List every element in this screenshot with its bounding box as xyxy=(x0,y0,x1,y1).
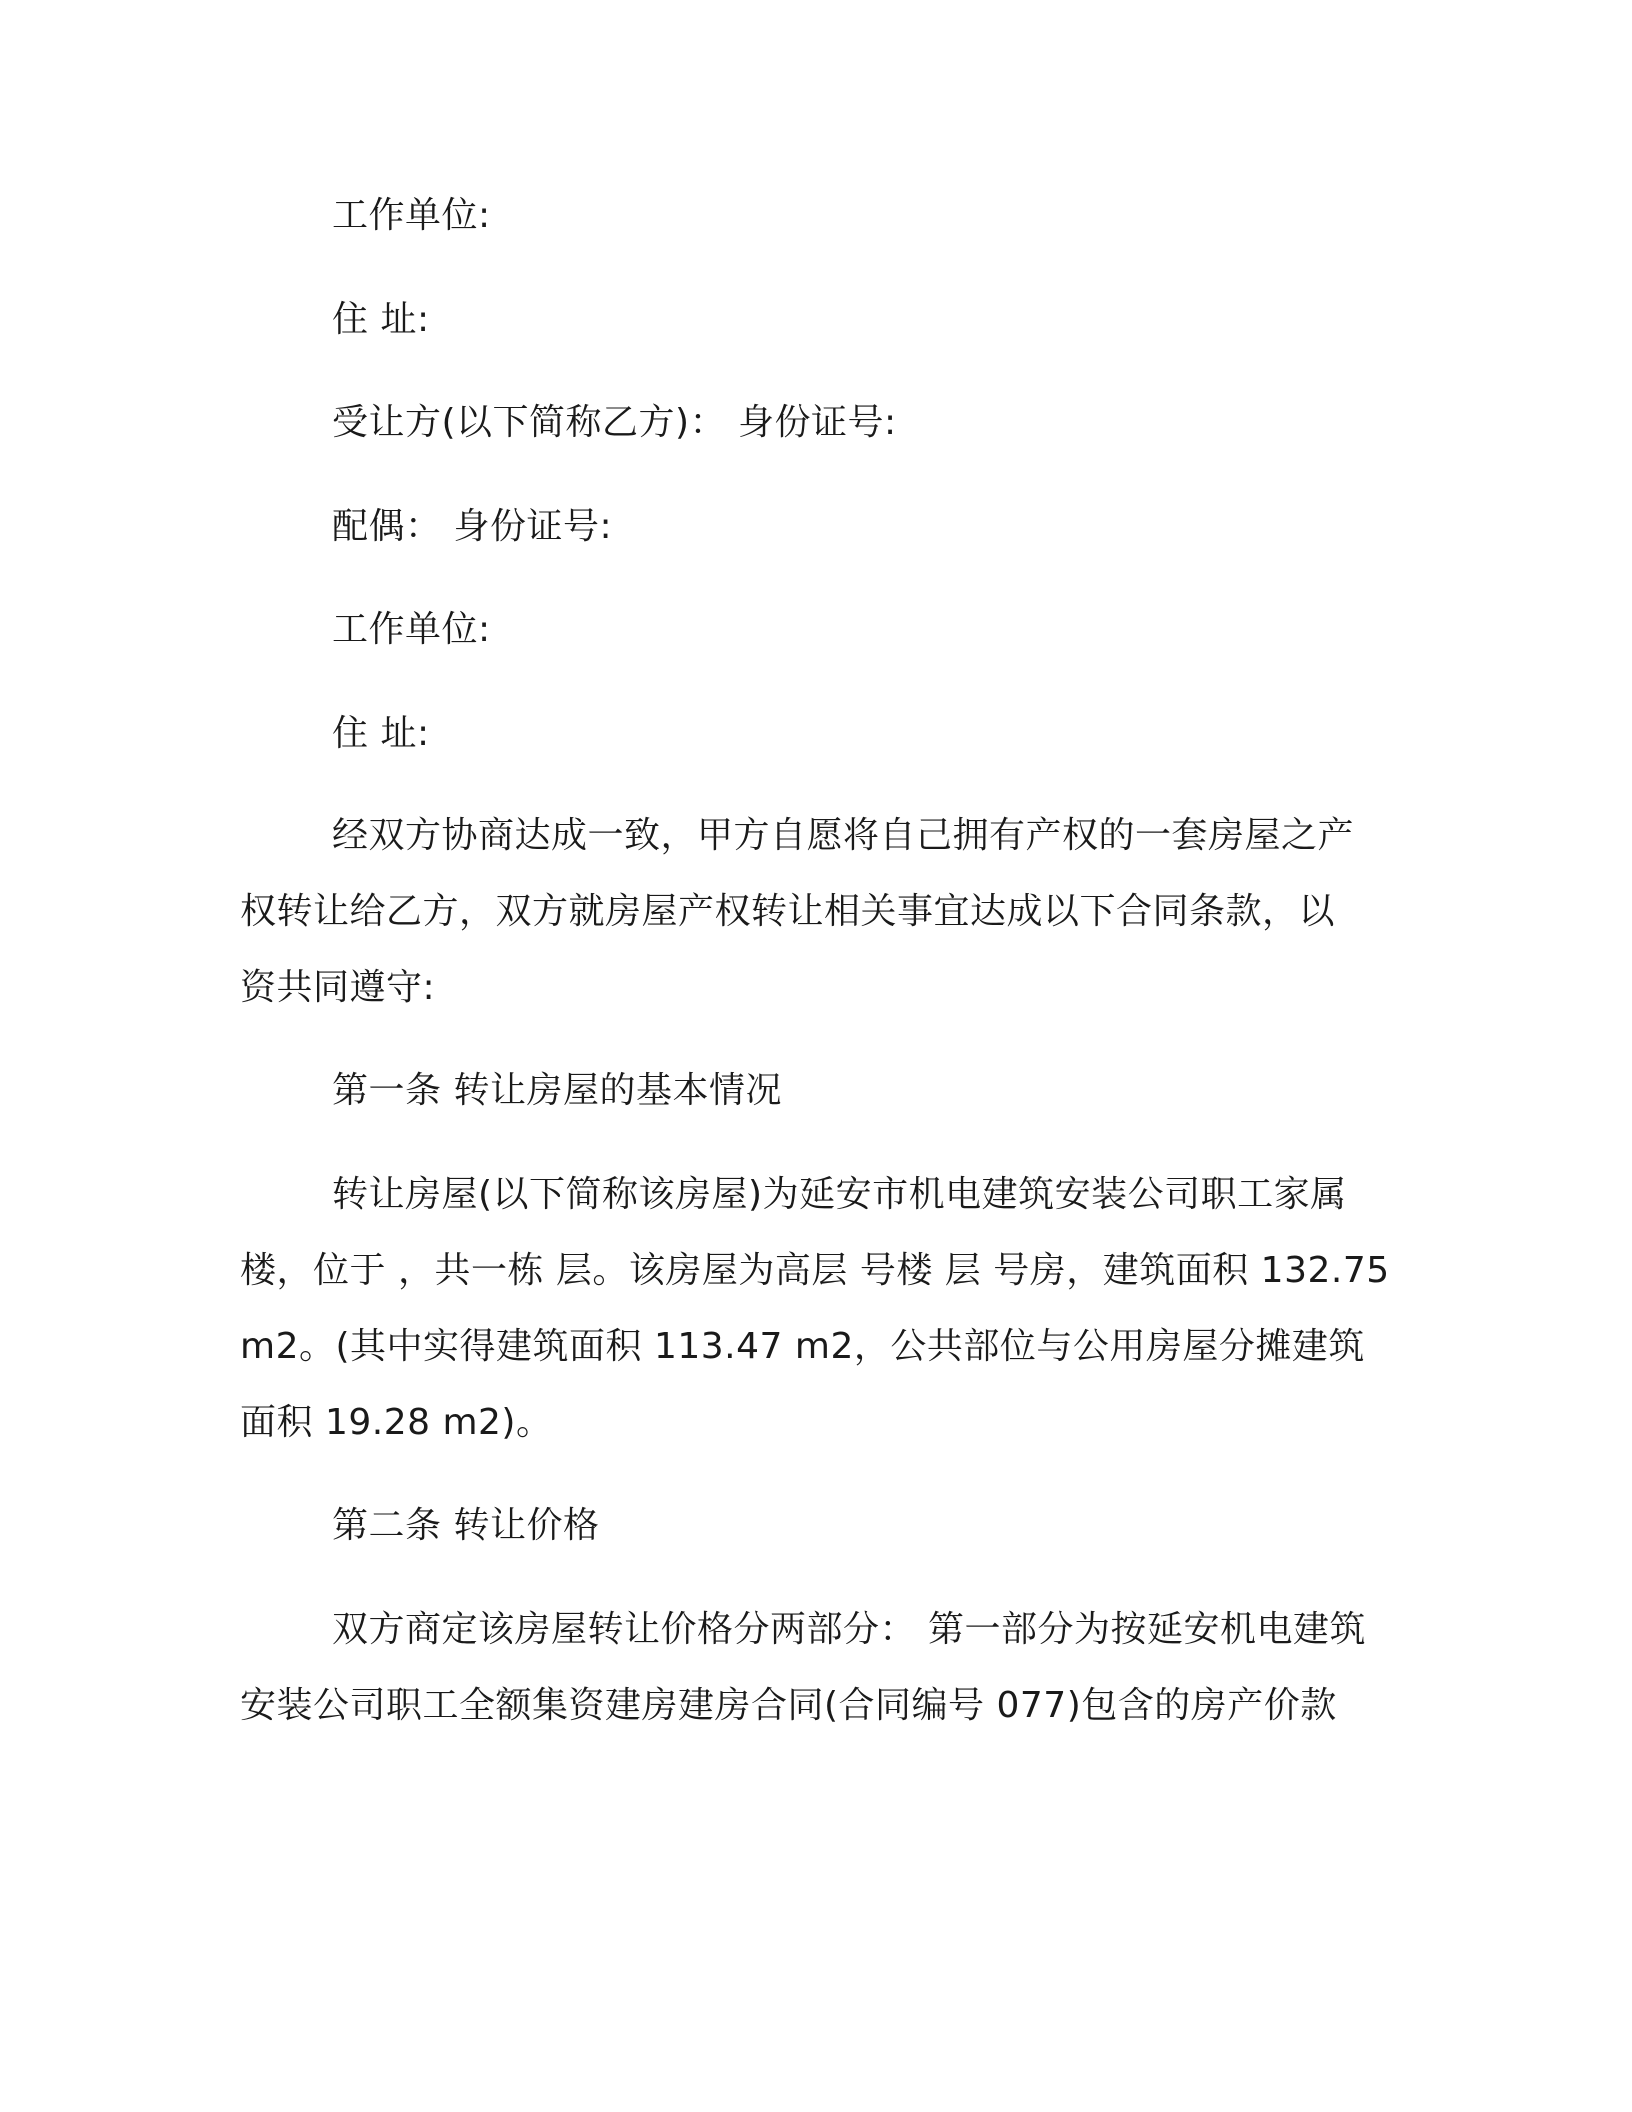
article-1-line-1: 转让房屋(以下简称该房屋)为延安市机电建筑安装公司职工家属 xyxy=(332,1174,1347,1215)
preamble-line-3: 资共同遵守: xyxy=(240,967,436,1008)
party-b-address: 住 址: xyxy=(332,713,430,754)
article-1-line-2: 楼，位于 ，共一栋 层。该房屋为高层 号楼 层 号房，建筑面积 132.75 xyxy=(240,1250,1390,1291)
article-2-heading: 第二条 转让价格 xyxy=(332,1505,600,1546)
article-1-line-3: m2。(其中实得建筑面积 113.47 m2，公共部位与公用房屋分摊建筑 xyxy=(240,1326,1365,1367)
article-2-line-2: 安装公司职工全额集资建房建房合同(合同编号 077)包含的房产价款 xyxy=(240,1685,1337,1726)
article-1-line-4: 面积 19.28 m2)。 xyxy=(240,1402,553,1443)
party-b-spouse-line: 配偶： 身份证号: xyxy=(332,506,613,547)
party-b-work-unit: 工作单位: xyxy=(332,609,491,650)
article-2-line-1: 双方商定该房屋转让价格分两部分： 第一部分为按延安机电建筑 xyxy=(332,1609,1366,1650)
party-a-address: 住 址: xyxy=(332,299,430,340)
party-a-work-unit: 工作单位: xyxy=(332,195,491,236)
article-1-heading: 第一条 转让房屋的基本情况 xyxy=(332,1070,782,1111)
preamble-line-2: 权转让给乙方，双方就房屋产权转让相关事宜达成以下合同条款，以 xyxy=(240,891,1336,932)
party-b-transferee-line: 受让方(以下简称乙方)： 身份证号: xyxy=(332,402,897,443)
preamble-line-1: 经双方协商达成一致，甲方自愿将自己拥有产权的一套房屋之产 xyxy=(332,815,1355,856)
